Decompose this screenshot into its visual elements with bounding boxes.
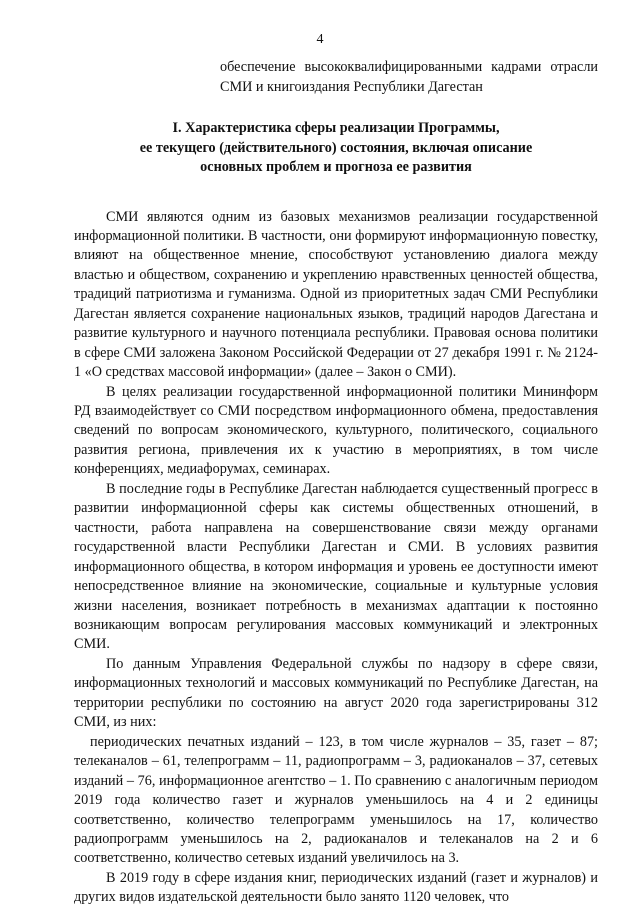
paragraph-publishing-employment: В 2019 году в сфере издания книг, периодических изданий (газет и журналов) и других видов издательской деятельности было занято 1120 человек, что — [74, 869, 598, 906]
page-number: 4 — [316, 32, 324, 47]
paragraph-recent-progress: В последние годы в Республике Дагестан наблюдается существенный прогресс в развитии информационной сферы как системы общественных отношений, в частности, работа направлена на совершенствование связи между органами государственной власти Республики Дагестан и СМИ. В условиях развития информационного общества, в котором информация и уровень ее доступности имеют непосредственное влияние на экономические, социальные и культурные условия жизни населения, возникает потребность в механизмах адаптации к постоянно возникающим вопросам регулирования массовых коммуникаций и электронных СМИ. — [74, 480, 598, 653]
section-heading-line-3: основных проблем и прогноза ее развития — [200, 159, 472, 175]
paragraph-ministry-interaction: В целях реализации государственной информационной политики Мининформ РД взаимодействует со СМИ посредством информационного обмена, предоставления сведений по вопросам экономического, культурного, политического, социального развития региона, привлечения их к участию в мероприятиях, в том числе конференциях, медиафорумах, семинарах. — [74, 383, 598, 478]
section-heading-line-1: I. Характеристика сферы реализации Программы, — [172, 120, 500, 136]
page-content — [74, 58, 598, 908]
paragraph-media-counts: периодических печатных изданий – 123, в том числе журналов – 35, газет – 87; телеканалов – 61, телепрограмм – 11, радиопрограмм – 3, радиоканалов – 37, сетевых изданий – 76, информационное агентство – 1. По сравнению с аналогичным периодом 2019 года количество газет и журналов уменьшилось на 4 и 2 единицы соответственно, количество телепрограмм уменьшилось на 17, количество радиопрограмм уменьшилось на 2, радиоканалов и телеканалов на 2 и 6 соответственно, количество сетевых изданий увеличилось на 3. — [74, 733, 598, 867]
section-heading — [74, 119, 598, 178]
intro-continuation-text: обеспечение высококвалифицированными кадрами отрасли СМИ и книгоиздания Республики Дагестан — [220, 59, 598, 95]
paragraph-registry-data: По данным Управления Федеральной службы по надзору в сфере связи, информационных технологий и массовых коммуникаций по Республике Дагестан, на территории республики по состоянию на август 2020 года зарегистрированы 312 СМИ, из них: — [74, 655, 598, 731]
paragraph-media-role: СМИ являются одним из базовых механизмов реализации государственной информационной политики. В частности, они формируют информационную повестку, влияют на общественное мнение, способствуют установлению диалога между властью и обществом, сохранению и укреплению нравственных ценностей общества, традиций патриотизма и гуманизма. Одной из приоритетных задач СМИ Республики Дагестан является сохранение национальных языков, традиций народов Дагестана и развитие культурного и научного потенциала республики. Правовая основа политики в сфере СМИ заложена Законом Российской Федерации от 27 декабря 1991 г. № 2124-1 «О средствах массовой информации» (далее – Закон о СМИ). — [74, 208, 598, 381]
section-body — [74, 208, 598, 908]
section-heading-line-2: ее текущего (действительного) состояния, включая описание — [139, 139, 533, 156]
